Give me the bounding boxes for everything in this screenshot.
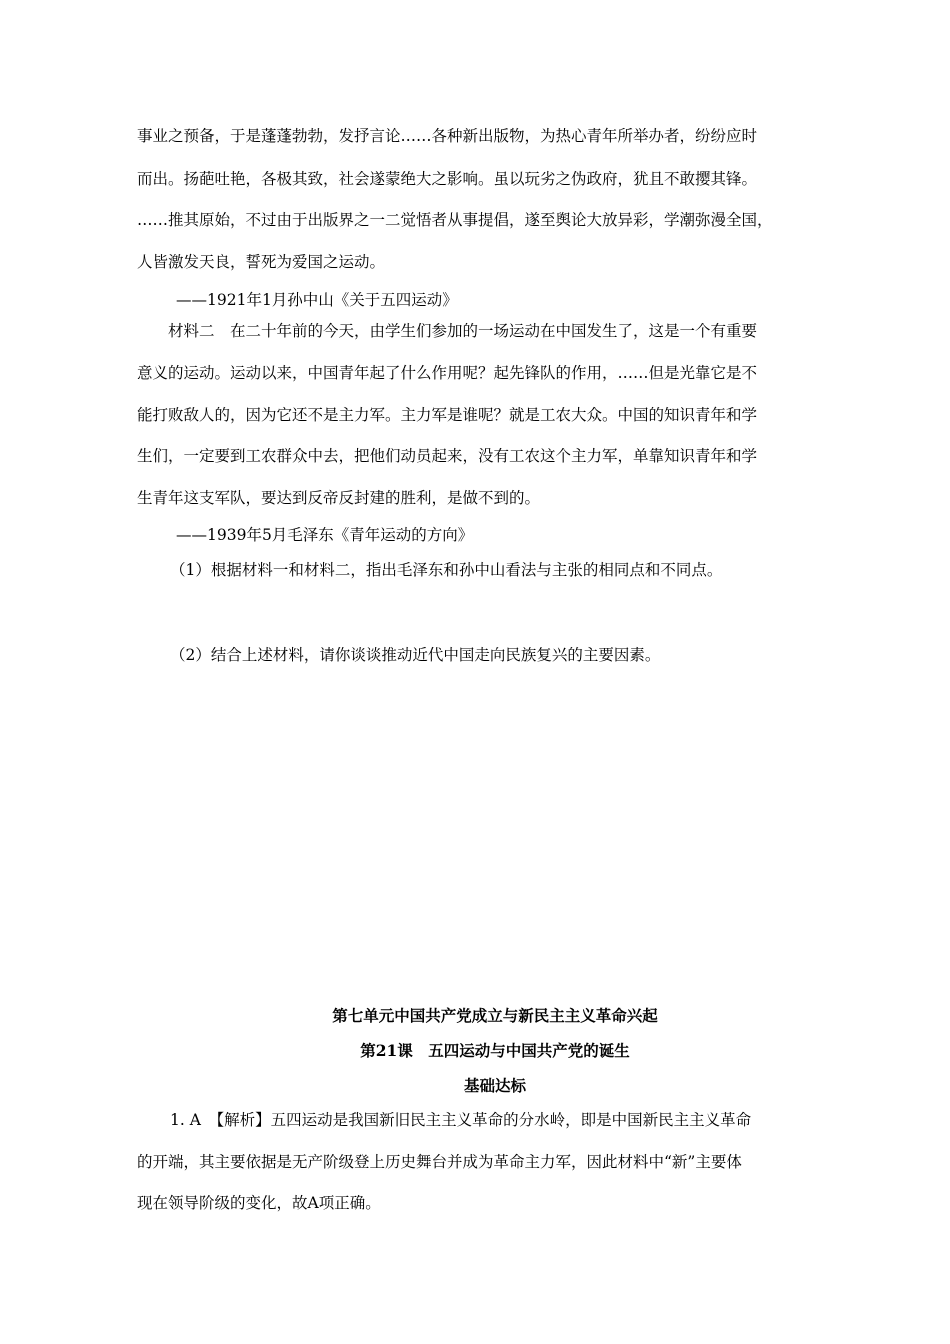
material-one-line: 而出。扬葩吐艳，各极其致，社会遂蒙绝大之影响。虽以玩劣之伪政府，犹且不敢撄其锋。 bbox=[137, 170, 758, 188]
answer-1-line: 1. A 【解析】五四运动是我国新旧民主主义革命的分水岭，即是中国新民主主义革命 bbox=[170, 1111, 752, 1129]
question-2: （2）结合上述材料，请你谈谈推动近代中国走向民族复兴的主要因素。 bbox=[170, 646, 661, 664]
material-one-source: ——1921年1月孙中山《关于五四运动》 bbox=[176, 291, 458, 309]
material-two-line: 材料二 在二十年前的今天，由学生们参加的一场运动在中国发生了，这是一个有重要 bbox=[168, 322, 758, 340]
section-title: 基础达标 bbox=[463, 1076, 526, 1095]
question-1: （1）根据材料一和材料二，指出毛泽东和孙中山看法与主张的相同点和不同点。 bbox=[170, 561, 723, 579]
lesson-title: 第21课 五四运动与中国共产党的诞生 bbox=[360, 1041, 630, 1060]
material-one-line: 事业之预备，于是蓬蓬勃勃，发抒言论……各种新出版物，为热心青年所举办者，纷纷应时 bbox=[137, 127, 758, 145]
answer-1-line: 的开端，其主要依据是无产阶级登上历史舞台并成为革命主力军，因此材料中“新”主要体 bbox=[137, 1153, 742, 1171]
material-two-source: ——1939年5月毛泽东《青年运动的方向》 bbox=[176, 526, 474, 544]
material-one-line: 人皆激发天良，誓死为爱国之运动。 bbox=[137, 253, 386, 271]
material-two-line: 意义的运动。运动以来，中国青年起了什么作用呢？起先锋队的作用，……但是光靠它是不 bbox=[137, 364, 758, 382]
material-two-line: 生青年这支军队，要达到反帝反封建的胜利，是做不到的。 bbox=[137, 489, 541, 507]
answer-1-line: 现在领导阶级的变化，故A项正确。 bbox=[137, 1194, 381, 1212]
material-two-line: 能打败敌人的，因为它还不是主力军。主力军是谁呢？就是工农大众。中国的知识青年和学 bbox=[137, 406, 758, 424]
material-one-line: ……推其原始，不过由于出版界之一二觉悟者从事提倡，遂至舆论大放异彩，学潮弥漫全国， bbox=[137, 211, 773, 229]
material-two-line: 生们，一定要到工农群众中去，把他们动员起来，没有工农这个主力军，单靠知识青年和学 bbox=[137, 447, 758, 465]
unit-title: 第七单元中国共产党成立与新民主主义革命兴起 bbox=[332, 1006, 658, 1025]
